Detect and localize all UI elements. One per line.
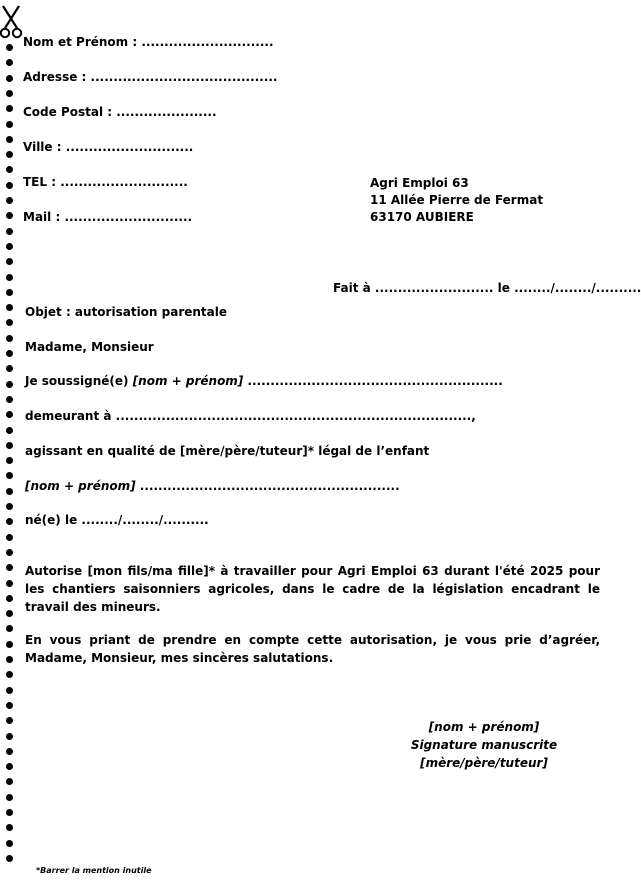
undersigned-hint: [nom + prénom] [132, 374, 244, 388]
scissors-icon [0, 4, 22, 40]
cut-line-dot [6, 717, 13, 724]
cut-line-dot [6, 121, 13, 128]
cut-line-dot [6, 319, 13, 326]
name-fill: ............................. [141, 35, 274, 49]
signature-name-hint: [nom + prénom] [428, 720, 540, 734]
cut-line-dot [6, 656, 13, 663]
cut-line-dot [6, 840, 13, 847]
cut-line-dot [6, 610, 13, 617]
undersigned-fill: ........................................................ [247, 374, 503, 388]
child-line [25, 478, 400, 494]
cut-line-dot [6, 59, 13, 66]
cut-line-dot [6, 136, 13, 143]
cut-line-dot [6, 274, 13, 281]
date-fill: ......../......../.......... [514, 281, 641, 295]
postal-code-fill: ...................... [116, 105, 217, 119]
cut-line-dot [6, 228, 13, 235]
undersigned-line [25, 373, 503, 389]
residing-line [25, 408, 476, 424]
cut-line-dot [6, 182, 13, 189]
acting-line: agissant en qualité de [mère/père/tuteur]* légal de l’enfant [25, 444, 430, 458]
cut-line-dot [6, 564, 13, 571]
recipient-line-2: 11 Allée Pierre de Fermat [370, 193, 544, 207]
birth-date-line [25, 512, 209, 528]
cut-line-dot [6, 44, 13, 51]
cut-line-dot [6, 151, 13, 158]
cut-line-dot [6, 641, 13, 648]
mail-field [23, 209, 192, 225]
cut-line-dot [6, 258, 13, 265]
cut-line-dot [6, 427, 13, 434]
recipient-line-1: Agri Emploi 63 [370, 176, 469, 190]
place-fill: .......................... [374, 281, 494, 295]
cut-line-dot [6, 518, 13, 525]
name-field [23, 34, 274, 50]
cut-line-dot [6, 549, 13, 556]
cut-line-dot [6, 794, 13, 801]
cut-line-dot [6, 166, 13, 173]
cut-line-dot [6, 197, 13, 204]
cut-line-dot [6, 671, 13, 678]
signature-block [384, 718, 584, 772]
address-field [23, 69, 277, 85]
cut-line-dot [6, 365, 13, 372]
cut-line-dot [6, 625, 13, 632]
cut-line-dot [6, 824, 13, 831]
place-date-line [333, 280, 641, 296]
tel-field [23, 174, 188, 190]
address-fill: ......................................... [90, 70, 278, 84]
cut-line-dot [6, 472, 13, 479]
cut-line-dot [6, 687, 13, 694]
date-label: le [497, 281, 510, 295]
cut-line-dot [6, 580, 13, 587]
mail-fill: ............................ [64, 210, 193, 224]
cut-line-dot [6, 105, 13, 112]
cut-line-dot [6, 442, 13, 449]
cut-line-dot [6, 778, 13, 785]
residing-label: demeurant à [25, 409, 112, 423]
signature-role-hint: [mère/père/tuteur] [420, 756, 548, 770]
cut-line-dot [6, 702, 13, 709]
cut-line-dot [6, 411, 13, 418]
cut-line-dot [6, 748, 13, 755]
signature-label: Signature manuscrite [410, 738, 558, 752]
dotted-cut-line [4, 44, 16, 874]
cut-line-dot [6, 335, 13, 342]
cut-line-dot [6, 381, 13, 388]
cut-line-dot [6, 733, 13, 740]
cut-line-dot [6, 243, 13, 250]
city-field [23, 139, 193, 155]
cut-line-dot [6, 534, 13, 541]
cut-line-dot [6, 855, 13, 862]
footnote: *Barrer la mention inutile [36, 866, 152, 875]
authorization-paragraph: Autorise [mon fils/ma fille]* à travailler pour Agri Emploi 63 durant l'été 2025 pour les chantiers saisonniers agricoles, dans le cadre de la législation encadrant le travail des mineurs. [25, 564, 600, 614]
subject-line: Objet : autorisation parentale [25, 305, 228, 319]
cut-line-dot [6, 595, 13, 602]
name-label: Nom et Prénom : [23, 35, 138, 49]
postal-code-label: Code Postal : [23, 105, 113, 119]
cut-line-dot [6, 304, 13, 311]
cut-line-dot [6, 350, 13, 357]
cut-line-dot [6, 488, 13, 495]
child-hint: [nom + prénom] [25, 479, 136, 493]
closing-paragraph: En vous priant de prendre en compte cette autorisation, je vous prie d’agréer, Madame, Monsieur, mes sincères salutations. [25, 633, 600, 665]
undersigned-label: Je soussigné(e) [25, 374, 129, 388]
birth-date-fill: ......../......../.......... [81, 513, 209, 527]
recipient-line-3: 63170 AUBIERE [370, 210, 474, 224]
city-label: Ville : [23, 140, 62, 154]
cut-line-dot [6, 763, 13, 770]
cut-line-dot [6, 457, 13, 464]
cut-line-dot [6, 90, 13, 97]
cut-line-dot [6, 289, 13, 296]
residing-fill: .............................................................................., [115, 409, 476, 423]
cut-line-dot [6, 75, 13, 82]
address-label: Adresse : [23, 70, 87, 84]
tel-label: TEL : [23, 175, 57, 189]
cut-line-dot [6, 809, 13, 816]
salutation: Madame, Monsieur [25, 340, 154, 354]
place-label: Fait à [333, 281, 371, 295]
birth-date-label: né(e) le [25, 513, 78, 527]
postal-code-field [23, 104, 217, 120]
cut-line-dot [6, 503, 13, 510]
city-fill: ............................ [65, 140, 194, 154]
cut-line-dot [6, 396, 13, 403]
cut-line-dot [6, 212, 13, 219]
mail-label: Mail : [23, 210, 61, 224]
child-fill: ......................................................... [139, 479, 400, 493]
tel-fill: ............................ [60, 175, 188, 189]
